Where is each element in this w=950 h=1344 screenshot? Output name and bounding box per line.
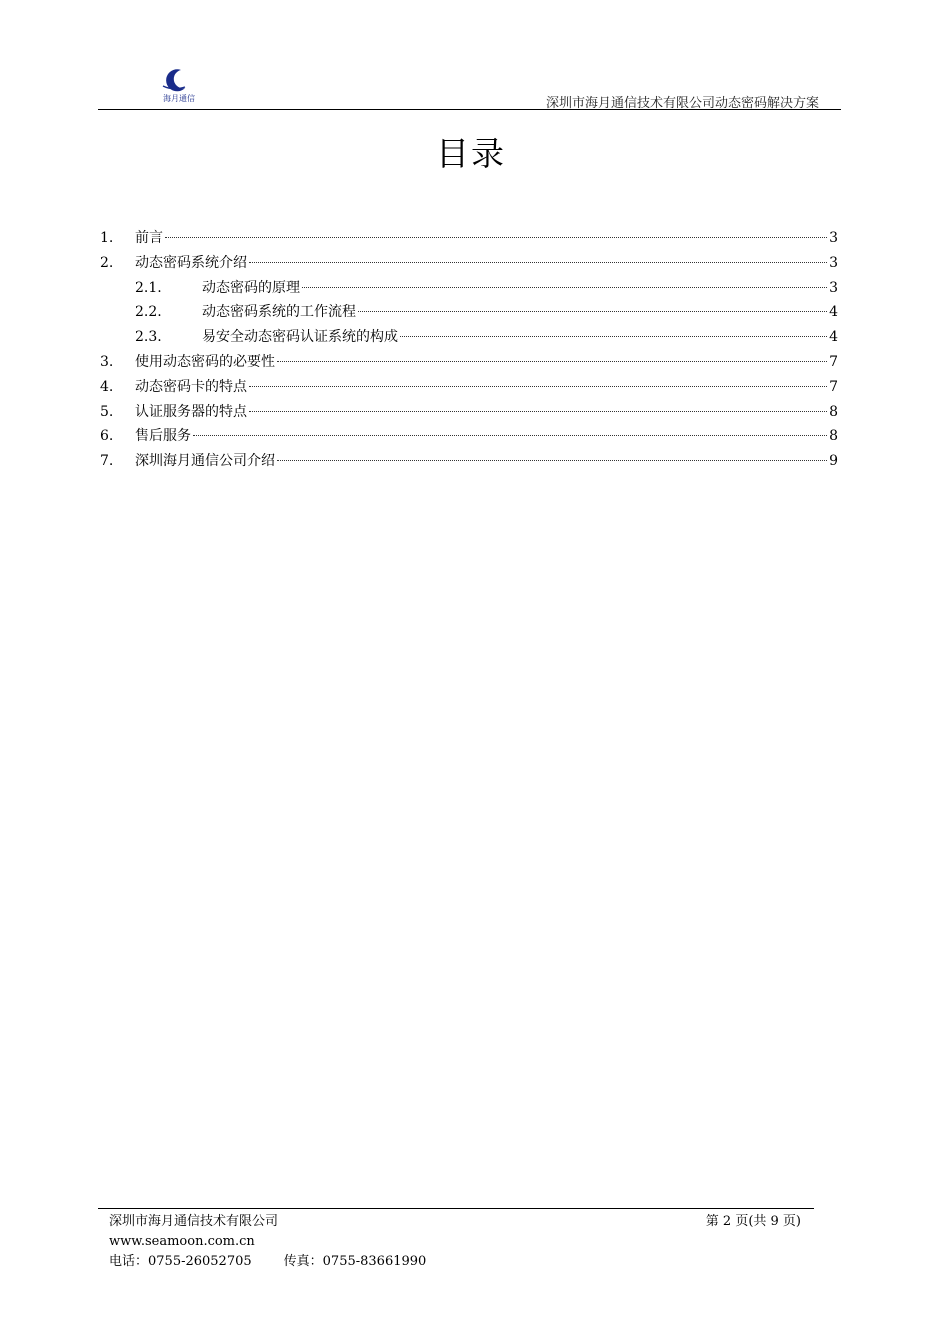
- toc-page-number: 9: [829, 453, 838, 470]
- toc-entry-6[interactable]: [100, 424, 838, 449]
- toc-dot-leader: [165, 237, 827, 238]
- page-number: 第 2 页(共 9 页): [705, 1214, 801, 1229]
- toc-page-number: 4: [829, 329, 838, 346]
- toc-entry-2-1[interactable]: [100, 276, 838, 301]
- toc-dot-leader: [277, 361, 827, 362]
- toc-entry-label: 动态密码卡的特点: [135, 378, 247, 395]
- toc-entry-number: 1.: [100, 230, 114, 246]
- toc-entry-label: 售后服务: [135, 428, 191, 445]
- toc-entry-label: 深圳海月通信公司介绍: [135, 453, 275, 470]
- toc-dot-leader: [193, 435, 827, 436]
- footer-phone: 电话：0755-26052705: [109, 1254, 252, 1269]
- table-of-contents: [100, 226, 838, 474]
- toc-page-number: 7: [829, 378, 838, 395]
- toc-dot-leader: [400, 336, 827, 337]
- header-divider: [98, 109, 841, 110]
- footer-fax: 传真：0755-83661990: [283, 1254, 427, 1269]
- toc-entry-2-2[interactable]: [100, 300, 838, 325]
- toc-entry-label: 动态密码系统的工作流程: [202, 304, 356, 321]
- toc-entry-2-3[interactable]: [100, 325, 838, 350]
- toc-entry-number: 3.: [100, 353, 114, 370]
- toc-entry-number: 2.2.: [135, 304, 162, 321]
- toc-page-number: 3: [829, 230, 838, 246]
- footer-contact: [109, 1252, 426, 1272]
- toc-entry-number: 6.: [100, 428, 114, 445]
- toc-entry-2[interactable]: [100, 251, 838, 276]
- toc-dot-leader: [249, 262, 827, 263]
- toc-entry-label: 动态密码系统介绍: [135, 254, 247, 271]
- toc-entry-7[interactable]: [100, 449, 838, 474]
- page-title: 目录: [436, 134, 506, 173]
- toc-entry-label: 易安全动态密码认证系统的构成: [202, 329, 398, 346]
- toc-page-number: 4: [829, 304, 838, 321]
- toc-entry-number: 2.1.: [135, 279, 162, 296]
- toc-entry-number: 2.: [100, 254, 114, 271]
- toc-entry-number: 4.: [100, 378, 114, 395]
- toc-entry-number: 7.: [100, 453, 114, 470]
- toc-dot-leader: [249, 411, 827, 412]
- toc-page-number: 7: [829, 353, 838, 370]
- company-logo: [133, 64, 223, 106]
- header-title: 深圳市海月通信技术有限公司动态密码解决方案: [545, 96, 819, 111]
- toc-dot-leader: [302, 287, 827, 288]
- toc-entry-label: 认证服务器的特点: [135, 403, 247, 420]
- footer-website-link[interactable]: www.seamoon.com.cn: [109, 1234, 255, 1249]
- footer: [109, 1212, 426, 1272]
- logo-text: 海月通信: [163, 94, 195, 103]
- toc-page-number: 8: [829, 428, 838, 445]
- toc-dot-leader: [358, 311, 827, 312]
- toc-entry-3[interactable]: [100, 350, 838, 375]
- toc-entry-4[interactable]: [100, 375, 838, 400]
- toc-dot-leader: [249, 386, 827, 387]
- toc-entry-label: 动态密码的原理: [202, 279, 300, 296]
- footer-company: 深圳市海月通信技术有限公司: [109, 1214, 279, 1229]
- toc-entry-label: 前言: [135, 230, 163, 246]
- toc-entry-label: 使用动态密码的必要性: [135, 353, 275, 370]
- toc-entry-number: 2.3.: [135, 329, 162, 346]
- toc-page-number: 3: [829, 254, 838, 271]
- toc-page-number: 8: [829, 403, 838, 420]
- footer-divider: [98, 1208, 814, 1209]
- toc-page-number: 3: [829, 279, 838, 296]
- toc-dot-leader: [277, 460, 827, 461]
- toc-entry-number: 5.: [100, 403, 114, 420]
- toc-entry-1[interactable]: [100, 226, 838, 251]
- toc-entry-5[interactable]: [100, 400, 838, 425]
